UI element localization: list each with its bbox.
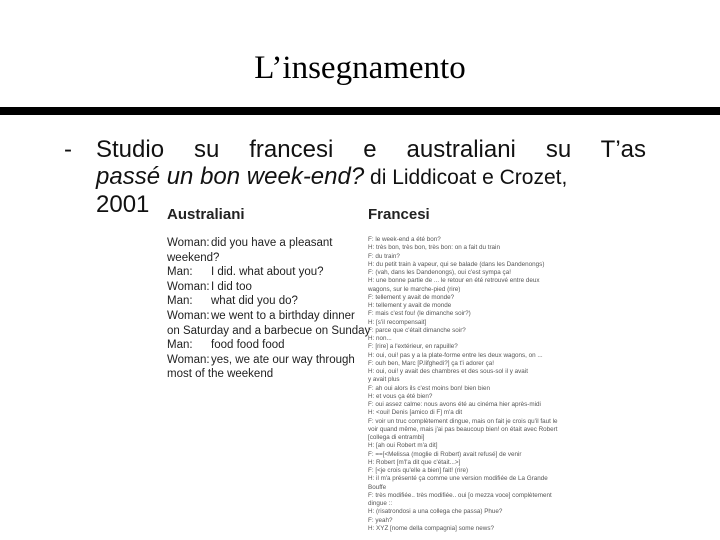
australiani-dialogue <box>167 236 371 382</box>
speaker-label: Man: <box>167 266 193 279</box>
transcript-line: H: non... <box>368 335 392 342</box>
dialogue-line <box>167 294 352 309</box>
transcript-line: H: Robert [m'l'a dit que c'était...>] <box>368 458 461 466</box>
transcript-line: y avait plus <box>368 376 400 384</box>
transcript-line: F: oui assez calme: nous avons été au cinéma hier après-midi <box>368 401 541 408</box>
francesi-heading: Francesi <box>368 206 430 223</box>
dialogue-line <box>167 324 371 339</box>
dialogue-text: I did too <box>211 280 252 293</box>
speaker-label: Woman: <box>167 353 210 366</box>
dialogue-text: what did you do? <box>211 295 298 308</box>
transcript-line: H: tellement y avait de monde <box>368 302 452 309</box>
bullet-line-1: Studio su francesi e australiani su T’as <box>96 136 646 163</box>
speaker-label: Man: <box>167 295 193 308</box>
transcript-line: F: ouh ben, Marc [P.lifghedi?] ça t'i adorer ça! <box>368 359 495 367</box>
bullet-year: 2001 <box>96 191 150 218</box>
transcript-line: H: il m'a présenté ça comme une version modifiée de La Grande <box>368 475 548 483</box>
transcript-line: F: le week-end a été bon? <box>368 236 441 243</box>
dialogue-line <box>167 265 352 280</box>
transcript-line: dingue :: <box>368 500 393 507</box>
transcript-line: F: (vah, dans les Dandenongs), oui c'est sympa ça! <box>368 269 511 276</box>
transcript-line: F: ah oui alors ils c'est moins bon! bien bien <box>368 384 490 392</box>
transcript-line: F: yeah? <box>368 516 393 524</box>
dialogue-line <box>167 280 352 295</box>
dialogue-line <box>167 367 352 382</box>
transcript-line: H: très bon, très bon, très bon: on a fait du train <box>368 244 500 252</box>
dialogue-text: yes, we ate our way through <box>211 353 355 366</box>
transcript-line: wagons, sur le marche-pied (rire) <box>368 285 461 293</box>
transcript-line: F: mais c'est fou! (le dimanche soir?) <box>368 310 471 318</box>
transcript-line: F: voir un truc complètement dingue, mais on fait je crois qu'il faut le <box>368 417 558 425</box>
transcript-line: H: oui, oui! y avait des chambres et des sous-sol il y avait <box>368 368 528 375</box>
transcript-line: voir quand même, mais j'ai pas beaucoup bien! on était avec Robert <box>368 425 558 433</box>
transcript-line: F: du train? <box>368 252 400 260</box>
title-divider <box>0 107 720 115</box>
dialogue-text: I did. what about you? <box>211 266 324 279</box>
speaker-label: Man: <box>167 339 193 352</box>
speaker-label: Woman: <box>167 280 210 293</box>
dialogue-line <box>167 309 355 324</box>
transcript-line: F: [rire] a l'extérieur, en rapuille? <box>368 343 458 351</box>
transcript-line: H: du petit train à vapeur, qui se balade (dans les Dandenongs) <box>368 260 545 268</box>
transcript-line: F: tellement y avait de monde? <box>368 293 455 301</box>
transcript-line: [collega di entrambi] <box>368 434 425 441</box>
bullet-work-title: passé un bon week-end? <box>96 163 365 190</box>
bullet-dash: - <box>64 136 72 163</box>
transcript-line: H: [s'il recompensait] <box>368 318 427 326</box>
dialogue-text: did you have a pleasant <box>211 237 333 249</box>
speaker-label: Woman: <box>167 309 210 322</box>
dialogue-line <box>167 338 352 353</box>
transcript-line: H: et vous ça été bien? <box>368 392 433 400</box>
australiani-heading: Australiani <box>167 206 245 223</box>
francesi-dialogue <box>368 236 568 533</box>
page-title: L’insegnamento <box>254 50 466 86</box>
transcript-line: F: [<je crois qu'elle a bien] fait! (rire) <box>368 467 469 474</box>
dialogue-text: most of the weekend <box>167 368 274 381</box>
dialogue-line <box>167 236 352 251</box>
dialogue-text: weekend? <box>167 251 220 264</box>
speaker-label: Woman: <box>167 237 210 249</box>
dialogue-line <box>167 353 355 368</box>
transcript-line: H: <oui! Denis [amico di F] m'a dit <box>368 409 463 417</box>
dialogue-text: on Saturday and a barbecue on Sunday <box>167 324 371 337</box>
transcript-line: Bouffe <box>368 483 387 491</box>
transcript-line: F: ==[<Melissa (moglie di Robert) avait refusé] de venir <box>368 450 522 458</box>
dialogue-text: food food food <box>211 339 285 352</box>
transcript-line: H: oui, oui! pas y a la plate-forme entre les deux wagons, on ... <box>368 351 543 359</box>
dialogue-text: we went to a birthday dinner <box>211 309 355 322</box>
transcript-line: F: très modifiée.. très modifiée.. oui [o mezza voce] complètement <box>368 491 552 499</box>
transcript-line: H: [ah oui Robert m'a dit] <box>368 442 438 450</box>
transcript-line: H: une bonne partie de ... le retour en été retrouvé entre deux <box>368 277 540 285</box>
transcript-line: H: XYZ [nome della compagnia] some news? <box>368 524 494 532</box>
transcript-line: H: (risatrondosi a una collega che passa) Phue? <box>368 508 503 516</box>
bullet-authors: di Liddicoat e Crozet, <box>364 166 568 189</box>
transcript-line: F: parce que c'était dimanche soir? <box>368 326 466 334</box>
dialogue-line <box>167 251 352 266</box>
bullet-line-2 <box>96 163 646 191</box>
